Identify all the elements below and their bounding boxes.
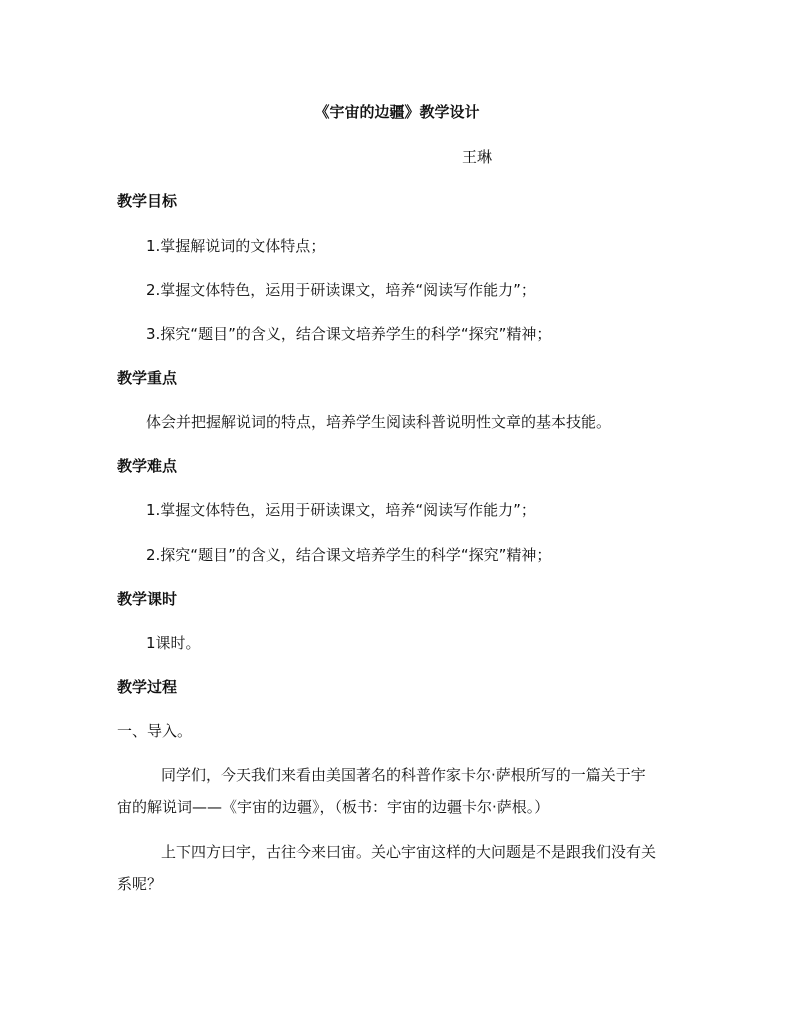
intro-paragraph-line-1: 同学们，今天我们来看由美国著名的科普作家卡尔·萨根所写的一篇关于宇 [161,766,646,784]
second-paragraph-line-2: 系呢？ [117,875,163,893]
difficulty-item-2: 2.探究“题目”的含义，结合课文培养学生的科学“探究”精神； [146,546,552,564]
difficulty-item-1: 1.掌握文体特色，运用于研读课文，培养“阅读写作能力”； [146,501,536,519]
goal-item-3: 3.探究“题目”的含义，结合课文培养学生的科学“探究”精神； [146,325,552,343]
section-heading-hours: 教学课时 [117,590,178,608]
second-paragraph-line-1: 上下四方曰宇，古往今来曰宙。关心宇宙这样的大问题是不是跟我们没有关 [161,843,657,861]
key-points-text: 体会并把握解说词的特点，培养学生阅读科普说明性文章的基本技能。 [146,413,612,431]
goal-item-1: 1.掌握解说词的文体特点； [146,237,326,255]
section-heading-goals: 教学目标 [117,192,178,210]
hours-text: 1课时。 [146,634,201,652]
document-title: 《宇宙的边疆》教学设计 [314,103,480,121]
process-step-intro: 一、导入。 [117,722,193,740]
goal-item-2: 2.掌握文体特色，运用于研读课文，培养“阅读写作能力”； [146,281,536,299]
author-name: 王琳 [462,148,493,166]
intro-paragraph-line-2: 宙的解说词——《宇宙的边疆》，（板书：宇宙的边疆卡尔·萨根。） [117,798,550,816]
section-heading-difficulties: 教学难点 [117,457,178,475]
section-heading-key-points: 教学重点 [117,369,178,387]
section-heading-process: 教学过程 [117,678,178,696]
